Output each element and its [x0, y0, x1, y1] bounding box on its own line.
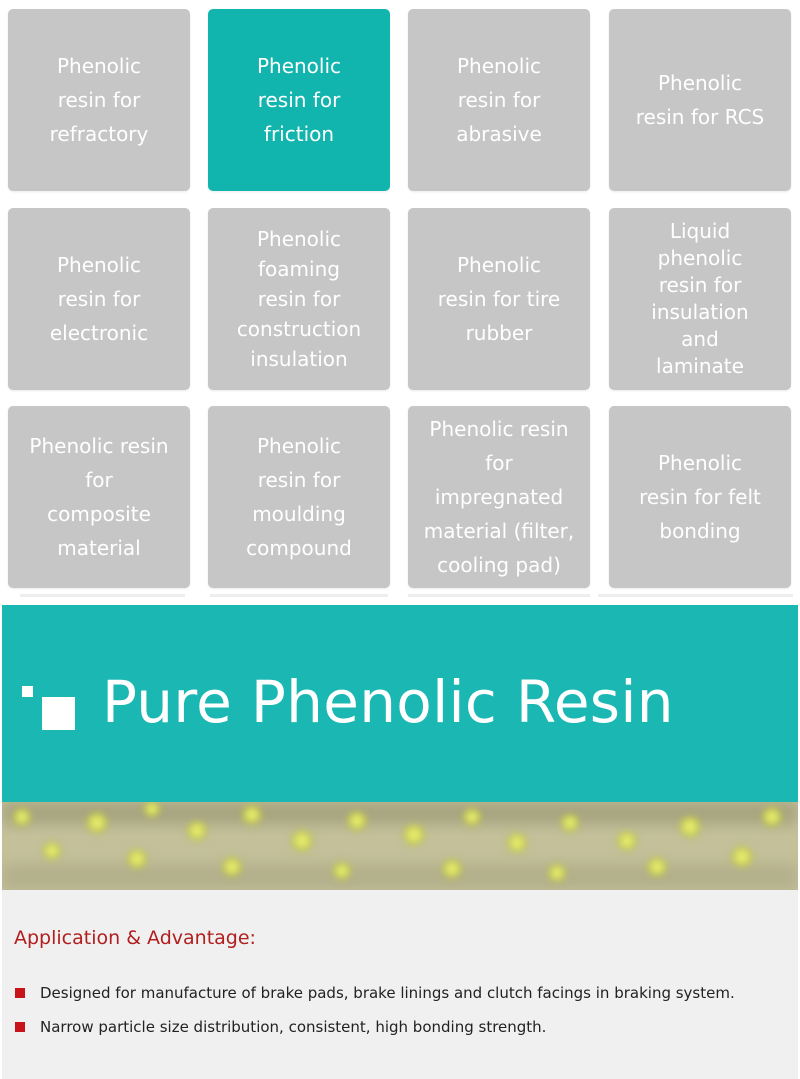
section-banner	[2, 605, 798, 802]
tile-electronic[interactable]	[8, 208, 190, 390]
tile-label: Phenolic resin for abrasive	[456, 54, 542, 146]
tile-label: Phenolic resin for composite material	[29, 434, 169, 560]
tile-moulding-compound[interactable]	[208, 406, 390, 588]
divider	[20, 594, 185, 597]
tile-label: Phenolic resin for moulding compound	[246, 434, 352, 560]
list-item-text: Narrow particle size distribution, consistent, high bonding strength.	[40, 1018, 547, 1036]
tile-label: Phenolic foaming resin for construction insulation	[236, 227, 362, 371]
divider	[210, 594, 388, 597]
resin-texture-image	[2, 802, 798, 890]
tile-label: Phenolic resin for friction	[256, 54, 342, 146]
list-item	[15, 1018, 546, 1036]
tile-refractory[interactable]	[8, 9, 190, 191]
tile-label: Phenolic resin for tire rubber	[437, 253, 561, 345]
tile-label: Phenolic resin for RCS	[635, 71, 765, 129]
list-item-text: Designed for manufacture of brake pads, brake linings and clutch facings in braking system.	[40, 984, 735, 1002]
square-bullet-icon	[15, 988, 25, 998]
tile-impregnated-material[interactable]	[408, 406, 590, 588]
divider	[408, 594, 590, 597]
tile-insulation-laminate[interactable]	[609, 208, 791, 390]
banner-title: Pure Phenolic Resin	[102, 668, 674, 736]
tile-friction[interactable]	[208, 9, 390, 191]
tile-label: Phenolic resin for refractory	[49, 54, 149, 146]
tile-abrasive[interactable]	[408, 9, 590, 191]
tile-tire-rubber[interactable]	[408, 208, 590, 390]
square-bullet-icon	[15, 1022, 25, 1032]
tile-label: Phenolic resin for felt bonding	[639, 451, 761, 543]
tile-rcs[interactable]	[609, 9, 791, 191]
tile-felt-bonding[interactable]	[609, 406, 791, 588]
tile-label: Liquid phenolic resin for insulation and laminate	[651, 219, 749, 378]
squares-icon	[22, 686, 82, 746]
tile-label: Phenolic resin for impregnated material (filter, cooling pad)	[423, 417, 575, 577]
tile-construction-insulation[interactable]	[208, 208, 390, 390]
divider	[598, 594, 793, 597]
tile-label: Phenolic resin for electronic	[49, 253, 149, 345]
application-heading: Application & Advantage:	[14, 927, 256, 949]
list-item	[15, 984, 735, 1002]
application-section	[2, 890, 798, 1079]
tile-composite-material[interactable]	[8, 406, 190, 588]
